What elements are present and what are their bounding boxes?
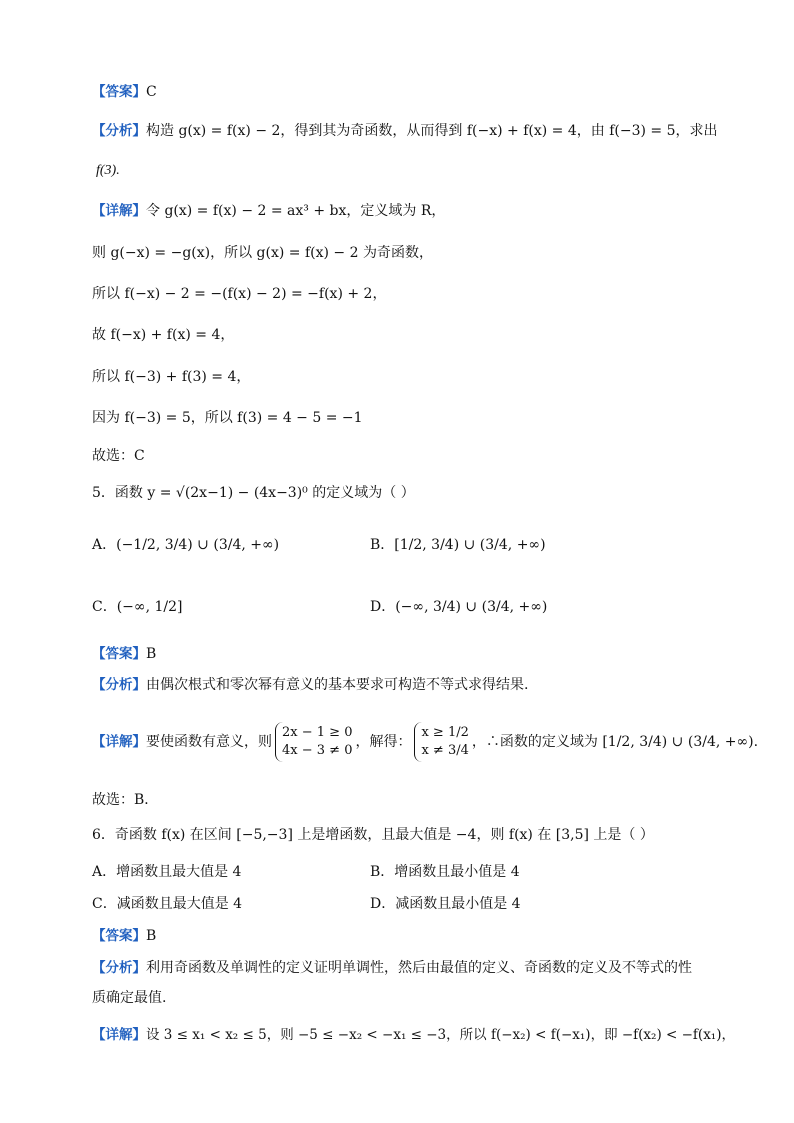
q4-choose-line [92, 446, 682, 466]
detail-text: 因为 f(−3) = 5，所以 f(3) = 4 − 5 = −1 [92, 410, 363, 426]
q5-option-c [92, 596, 182, 618]
q6-analysis-line [92, 953, 692, 1013]
detail-tag: 【详解】 [92, 203, 146, 219]
detail-text: ，∴函数的定义域为 [1/2, 3/4) ∪ (3/4, +∞). [471, 734, 759, 750]
q5-option-a [92, 534, 279, 556]
q5-answer-line [92, 644, 682, 664]
q5-stem [92, 483, 682, 503]
answer-tag: 【答案】 [92, 928, 146, 944]
question-stem: 5．函数 y = √(2x−1) − (4x−3)⁰ 的定义域为（ ） [92, 485, 415, 501]
answer-value: B [146, 928, 157, 944]
choose-text: 故选：C [92, 448, 145, 464]
q6-option-c [92, 893, 242, 915]
system-line: x ≥ 1/2 [421, 725, 469, 740]
solution-system [414, 722, 468, 762]
analysis-text: 构造 g(x) = f(x) − 2，得到其为奇函数，从而得到 f(−x) + f(x) = 4，由 f(−3) = 5，求出 [146, 123, 718, 139]
answer-tag: 【答案】 [92, 84, 146, 100]
q6-option-d [370, 893, 521, 915]
q4-detail-line-6 [92, 408, 682, 428]
q6-option-b [370, 861, 520, 883]
detail-tag: 【详解】 [92, 1027, 146, 1043]
q5-option-b [370, 534, 546, 556]
q4-detail-line-5 [92, 367, 682, 387]
detail-text: 所以 f(−x) − 2 = −(f(x) − 2) = −f(x) + 2， [92, 286, 387, 302]
choose-text: 故选：B． [92, 792, 159, 808]
option-text: A．(−1/2, 3/4) ∪ (3/4, +∞) [92, 537, 280, 553]
q4-detail-line-3 [92, 284, 682, 304]
q6-answer-line [92, 926, 682, 946]
q4-detail-line-2 [92, 243, 682, 263]
q6-stem [92, 825, 682, 845]
q4-detail-line-4 [92, 325, 682, 345]
system-line: 2x − 1 ≥ 0 [282, 725, 353, 740]
detail-tag: 【详解】 [92, 734, 146, 750]
analysis-tag: 【分析】 [92, 960, 146, 976]
question-stem: 6．奇函数 f(x) 在区间 [−5,−3] 上是增函数，且最大值是 −4，则 f(x) 在 [3,5] 上是（ ） [92, 827, 654, 843]
q6-option-a [92, 861, 241, 883]
detail-text: 要使函数有意义，则 [146, 734, 272, 750]
answer-value: C [146, 84, 157, 100]
answer-tag: 【答案】 [92, 646, 146, 662]
analysis-tag: 【分析】 [92, 123, 146, 139]
option-text: A．增函数且最大值是 4 [92, 864, 242, 880]
analysis-text-cont: f(3). [96, 163, 120, 178]
q4-detail-line-1 [92, 201, 682, 221]
q4-answer-line [92, 82, 682, 102]
detail-text: 令 g(x) = f(x) − 2 = ax³ + bx，定义域为 R， [146, 203, 446, 219]
answer-value: B [146, 646, 157, 662]
option-text: C．(−∞, 1/2] [92, 599, 183, 615]
inequality-system [275, 722, 352, 762]
option-text: D．减函数且最小值是 4 [370, 896, 521, 912]
q5-analysis-line [92, 675, 682, 695]
analysis-text: 由偶次根式和零次幂有意义的基本要求可构造不等式求得结果. [146, 677, 529, 693]
system-line: x ≠ 3/4 [421, 743, 469, 758]
q4-analysis-line [92, 121, 718, 141]
detail-text: ，解得： [355, 734, 412, 750]
option-text: B．[1/2, 3/4) ∪ (3/4, +∞) [370, 537, 546, 553]
detail-text: 故 f(−x) + f(x) = 4， [92, 327, 235, 343]
option-text: D．(−∞, 3/4) ∪ (3/4, +∞) [370, 599, 548, 615]
q6-detail-line [92, 1025, 735, 1045]
q5-detail-line [92, 720, 759, 764]
q5-choose-line [92, 790, 682, 810]
system-line: 4x − 3 ≠ 0 [282, 743, 353, 758]
analysis-tag: 【分析】 [92, 677, 146, 693]
option-text: C．减函数且最大值是 4 [92, 896, 243, 912]
option-text: B．增函数且最小值是 4 [370, 864, 520, 880]
detail-text: 设 3 ≤ x₁ < x₂ ≤ 5，则 −5 ≤ −x₂ < −x₁ ≤ −3，所以 f(−x₂) < f(−x₁)，即 −f(x₂) < −f(x₁)， [146, 1027, 735, 1043]
q5-option-d [370, 596, 547, 618]
analysis-text: 利用奇函数及单调性的定义证明单调性，然后由最值的定义、奇函数的定义及不等式的性质确定最值. [92, 960, 692, 1006]
q4-analysis-line-2 [96, 160, 686, 181]
detail-text: 所以 f(−3) + f(3) = 4， [92, 369, 251, 385]
detail-text: 则 g(−x) = −g(x)，所以 g(x) = f(x) − 2 为奇函数， [92, 245, 433, 261]
